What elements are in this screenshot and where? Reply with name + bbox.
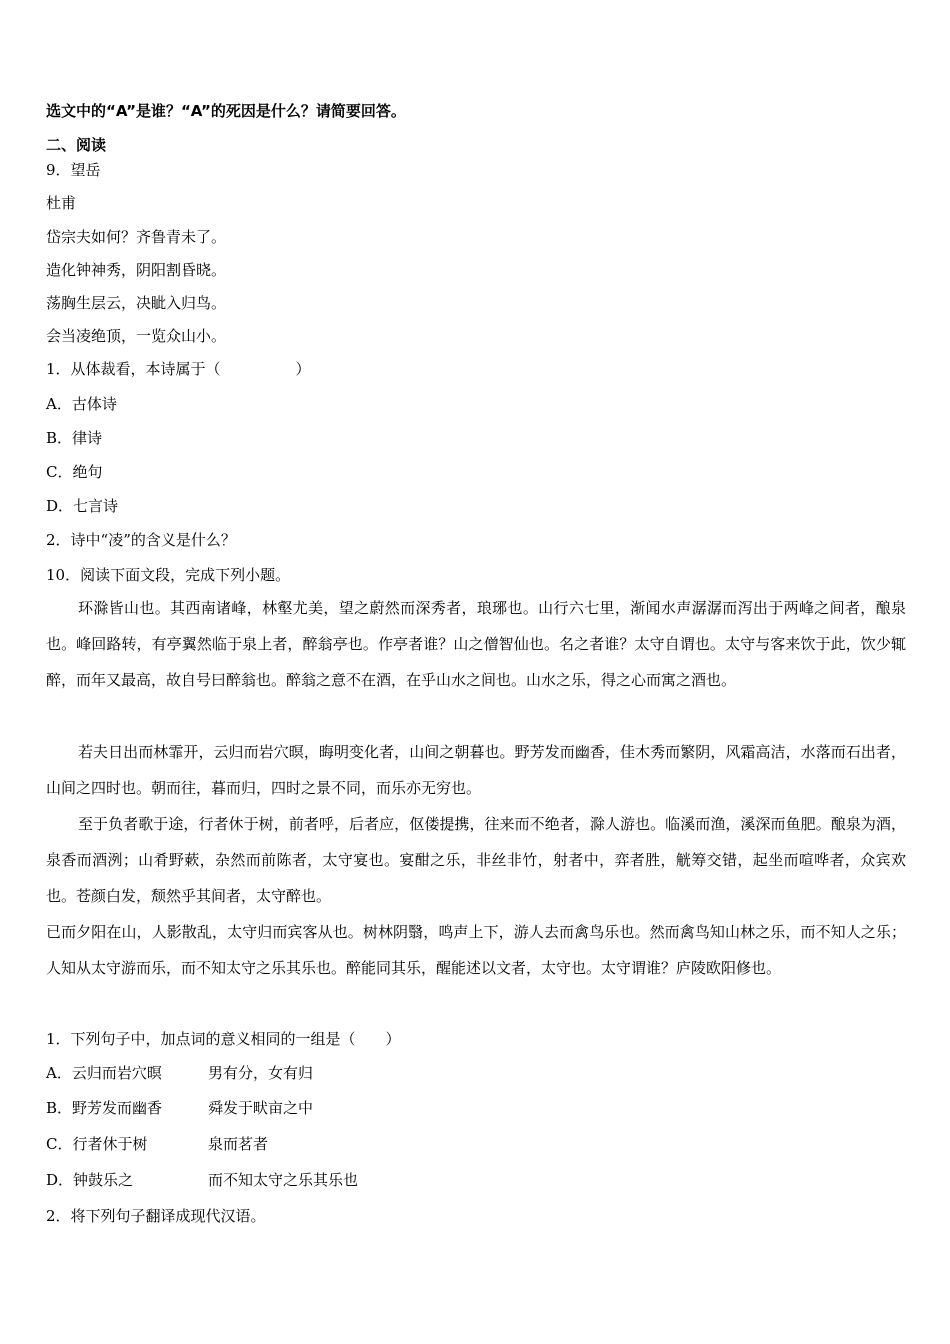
option-right: 舜发于畎亩之中 [208,1099,314,1117]
poem-line: 岱宗夫如何？齐鲁青未了。 [46,228,227,246]
q8-prompt: 选文中的“A”是谁？“A”的死因是什么？请简要回答。 [46,102,406,120]
poem-line: 造化钟神秀，阴阳割昏晓。 [46,261,227,279]
option-left: C．行者休于树 [46,1135,148,1153]
q9-sub2: 2．诗中“凌”的含义是什么？ [46,531,236,549]
passage-paragraph: 已而夕阳在山，人影散乱，太守归而宾客从也。树林阴翳，鸣声上下，游人去而禽鸟乐也。然而禽鸟知山林之乐，而不知人之乐；人知从太守游而乐，而不知太守之乐其乐也。醉能同其乐，醒能述以文者，太守也。太守谓谁？庐陵欧阳修也。 [46,923,906,977]
option-left: B．野芳发而幽香 [46,1099,163,1117]
passage-paragraph: 若夫日出而林霏开，云归而岩穴暝，晦明变化者，山间之朝暮也。野芳发而幽香，佳木秀而繁阴，风霜高洁，水落而石出者，山间之四时也。朝而往，暮而归，四时之景不同，而乐亦无穷也。 [46,743,906,797]
passage-paragraph: 至于负者歌于途，行者休于树，前者呼，后者应，伛偻提携，往来而不绝者，滁人游也。临溪而渔，溪深而鱼肥。酿泉为酒，泉香而酒洌；山肴野蔌，杂然而前陈者，太守宴也。宴酣之乐，非丝非竹，射者中，弈者胜，觥筹交错，起坐而喧哗者，众宾欢也。苍颜白发，颓然乎其间者，太守醉也。 [46,815,906,905]
poem-line: 会当凌绝顶，一览众山小。 [46,327,227,345]
q10-option-b [46,1098,313,1118]
option-right: 泉而茗者 [208,1135,269,1153]
q9-sub1: 1．从体裁看，本诗属于（ ） [46,360,311,378]
passage-paragraph: 环滁皆山也。其西南诸峰，林壑尤美，望之蔚然而深秀者，琅琊也。山行六七里，渐闻水声潺潺而泻出于两峰之间者，酿泉也。峰回路转，有亭翼然临于泉上者，醉翁亭也。作亭者谁？山之僧智仙也。名之者谁？太守自谓也。太守与客来饮于此，饮少辄醉，而年又最高，故自号曰醉翁也。醉翁之意不在酒，在乎山水之间也。山水之乐，得之心而寓之酒也。 [46,599,906,689]
q9-option-b: B．律诗 [46,429,103,447]
q10-option-a [46,1063,313,1083]
q10-option-d [46,1170,358,1190]
q10-intro: 10．阅读下面文段，完成下列小题。 [46,566,291,584]
q10-sub2: 2．将下列句子翻译成现代汉语。 [46,1207,266,1225]
q9-option-d: D．七言诗 [46,497,119,515]
q9-title: 9．望岳 [46,161,101,179]
section-heading: 二、阅读 [46,136,107,154]
q10-sub1: 1．下列句子中，加点词的意义相同的一组是（ ） [46,1030,401,1048]
option-left: A．云归而岩穴暝 [46,1064,162,1082]
q9-option-c: C．绝句 [46,463,103,481]
poem-author: 杜甫 [46,194,77,212]
poem-line: 荡胸生层云，决眦入归鸟。 [46,294,227,312]
option-right: 而不知太守之乐其乐也 [208,1171,359,1189]
option-left: D．钟鼓乐之 [46,1171,134,1189]
option-right: 男有分，女有归 [208,1064,314,1082]
q9-option-a: A．古体诗 [46,395,117,413]
q10-option-c [46,1134,268,1154]
